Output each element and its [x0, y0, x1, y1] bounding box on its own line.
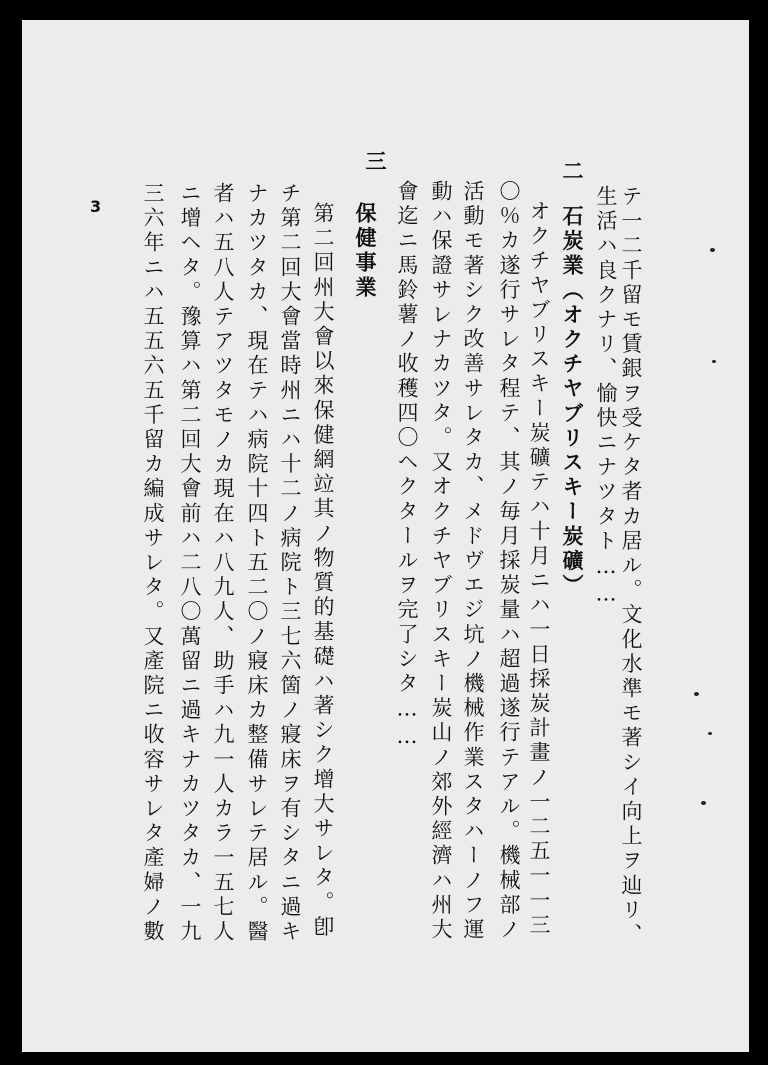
section-number-2: 二: [560, 160, 585, 185]
text-column-5: オクチヤブリスキー炭礦テハ十月ニハ一日採炭計畫ノ一二五一一三: [527, 200, 551, 938]
text-column-16: ニ增ヘタ。豫算ハ第二回大會前ハ二八〇萬留ニ過キナカツタカ、一九: [178, 182, 202, 945]
scan-speck: [694, 692, 699, 696]
document-page: [22, 20, 749, 1052]
section-number-3: 三: [363, 150, 388, 175]
text-column-9: 會迄ニ馬鈴薯ノ收穫四〇ヘクタールヲ完了シタ……: [395, 180, 419, 752]
section-heading-coal: 石炭業（オクチヤブリスキー炭礦）: [560, 205, 585, 599]
text-column-8: 動ハ保證サレナカツタ。又オクチヤブリスキー炭山ノ郊外經濟ハ州大: [429, 180, 453, 943]
scan-speck: [708, 732, 712, 735]
text-column-7: 活動モ著シク改善サレタカ、メドヴエジ坑ノ機械作業スタハーノフ運: [461, 180, 485, 943]
page-number: 3: [90, 197, 102, 216]
scan-speck: [701, 801, 706, 805]
text-column-13: チ第二回大會當時州ニハ十二ノ病院ト三七六箇ノ寢床ヲ有シタニ過キ: [278, 182, 302, 945]
text-column-6: 〇％カ遂行サレタ程テ、其ノ毎月採炭量ハ超過遂行テアル。機械部ノ: [497, 180, 521, 943]
scan-speck: [712, 360, 716, 363]
text-column-15: 者ハ五八人テアツタモノカ現在ハ八九人、助手ハ九一人カラ一五七人: [211, 182, 235, 945]
text-column-14: ナカツタカ、現在テハ病院十四ト五二〇ノ寢床カ整備サレテ居ル。醫: [245, 182, 269, 945]
text-column-17: 三六年ニハ五五六五千留カ編成サレタ。又產院ニ收容サレタ產婦ノ數: [141, 182, 165, 945]
text-column-1: テ一二千留モ賃銀ヲ受ケタ者カ居ル。文化水準モ著シイ向上ヲ辿リ、: [619, 185, 643, 948]
section-heading-health: 保健事業: [353, 202, 378, 301]
scan-speck: [710, 248, 715, 252]
text-column-2: 生活ハ良クナリ、愉快ニナツタト……: [594, 185, 618, 610]
text-column-12: 第二回州大會以來保健網竝其ノ物質的基礎ハ著シク增大サレタ。卽: [311, 202, 335, 940]
